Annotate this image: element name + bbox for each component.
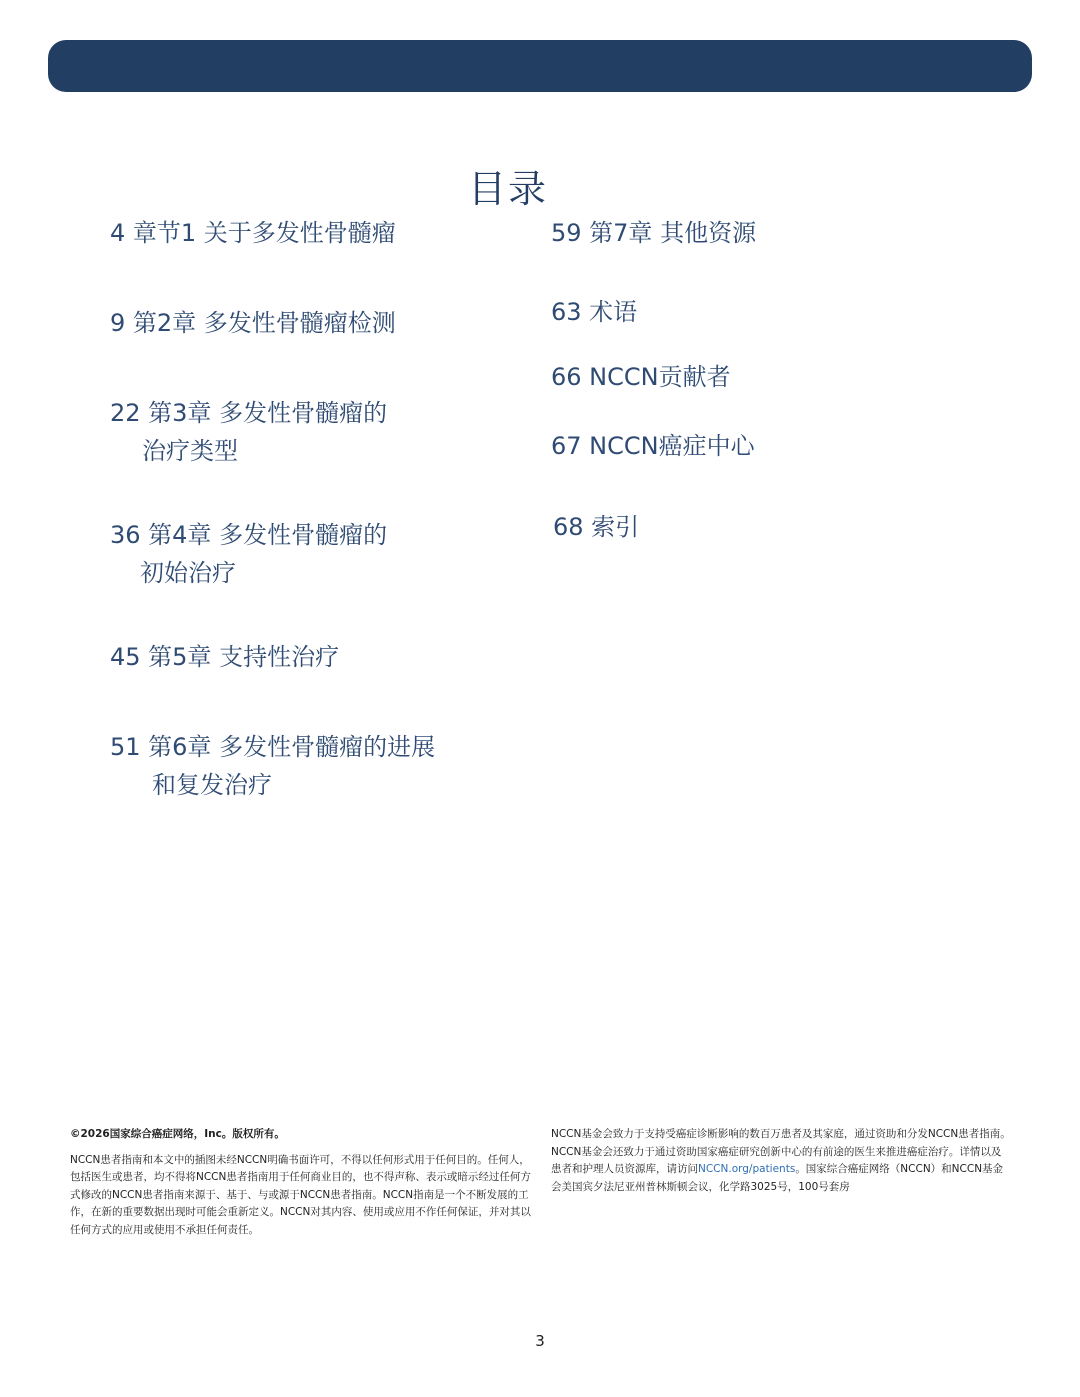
toc-item-index[interactable] bbox=[553, 508, 639, 546]
toc-item-label-continued: 治疗类型 bbox=[142, 437, 238, 465]
toc-item-label: 59 第7章 其他资源 bbox=[551, 219, 757, 247]
patients-link[interactable]: NCCN.org/patients bbox=[698, 1163, 796, 1175]
toc-item-cancer-centers[interactable] bbox=[551, 427, 755, 465]
toc-item-chapter-2[interactable] bbox=[110, 304, 396, 342]
toc-item-label: 9 第2章 多发性骨髓瘤检测 bbox=[110, 309, 396, 337]
page-number: 3 bbox=[535, 1332, 545, 1350]
toc-item-label: 68 索引 bbox=[553, 513, 640, 541]
toc-item-chapter-5[interactable] bbox=[110, 638, 339, 676]
toc-item-label: 45 第5章 支持性治疗 bbox=[110, 643, 340, 671]
toc-item-chapter-3[interactable] bbox=[110, 394, 387, 470]
footer-foundation bbox=[551, 1126, 1011, 1196]
page-title: 目录 bbox=[467, 167, 548, 211]
toc-item-chapter-4[interactable] bbox=[110, 516, 387, 592]
footer-legal bbox=[70, 1126, 540, 1239]
toc-item-label: 36 第4章 多发性骨髓瘤的 bbox=[110, 521, 388, 549]
toc-item-glossary[interactable] bbox=[551, 293, 637, 331]
toc-item-label: 67 NCCN癌症中心 bbox=[551, 432, 755, 460]
toc-item-chapter-7[interactable] bbox=[551, 214, 756, 252]
copyright-notice: ©2026国家综合癌症网络，Inc。版权所有。 bbox=[70, 1128, 285, 1140]
foundation-address: 。国家综合癌症网络（NCCN）和NCCN基金会美国宾夕法尼亚州普林斯顿会议，化学路3025号，100号套房 bbox=[551, 1163, 1004, 1193]
toc-item-label-continued: 初始治疗 bbox=[140, 559, 236, 587]
toc-item-label-continued: 和复发治疗 bbox=[152, 771, 272, 799]
header-bar bbox=[48, 40, 1032, 92]
toc-item-label: 63 术语 bbox=[551, 298, 638, 326]
legal-disclaimer: NCCN患者指南和本文中的插图未经NCCN明确书面许可，不得以任何形式用于任何目的。任何人，包括医生或患者，均不得将NCCN患者指南用于任何商业目的，也不得声称、表示或暗示经过任何方式修改的NCCN患者指南来源于、基于、与或源于NCCN患者指南。NCCN指南是一个不断发展的工作，在新的重要数据出现时可能会重新定义。NCCN对其内容、使用或应用不作任何保证，并对其以任何方式的应用或使用不承担任何责任。 bbox=[70, 1153, 531, 1236]
toc-item-contributors[interactable] bbox=[551, 358, 731, 396]
toc-item-chapter-1[interactable] bbox=[110, 214, 396, 252]
toc-item-label: 66 NCCN贡献者 bbox=[551, 363, 731, 391]
toc-item-label: 22 第3章 多发性骨髓瘤的 bbox=[110, 399, 388, 427]
toc-item-chapter-6[interactable] bbox=[110, 728, 435, 804]
toc-item-label: 4 章节1 关于多发性骨髓瘤 bbox=[110, 219, 396, 247]
toc-item-label: 51 第6章 多发性骨髓瘤的进展 bbox=[110, 733, 436, 761]
foundation-text: NCCN基金会致力于支持受癌症诊断影响的数百万患者及其家庭，通过资助和分发NCCN患者指南。NCCN基金会还致力于通过资助国家癌症研究创新中心的有前途的医生来推进癌症治疗。详情以及患者和护理人员资源库，请访问 bbox=[551, 1128, 1011, 1175]
